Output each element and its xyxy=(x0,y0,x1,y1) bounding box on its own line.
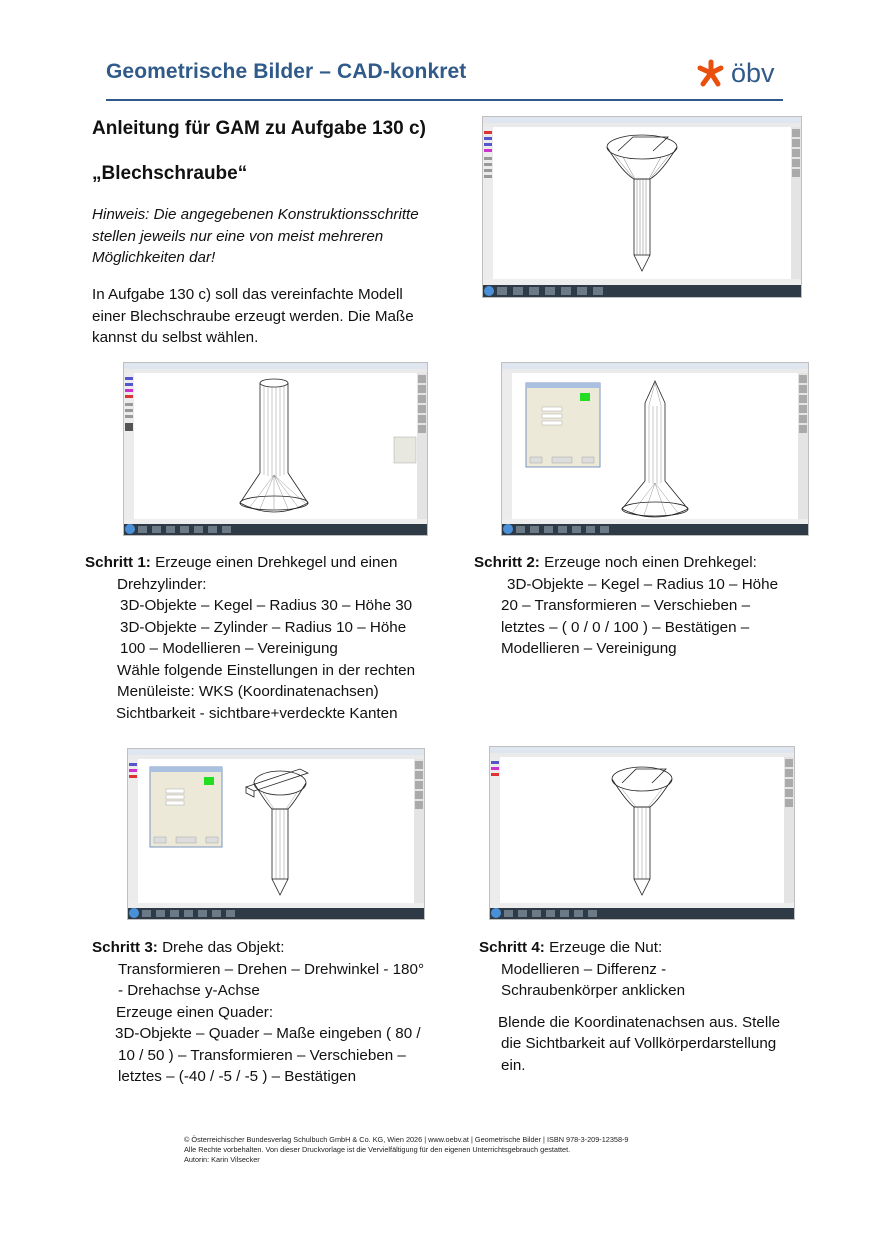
step-1-line: Schritt 1: Erzeuge einen Drehkegel und einen xyxy=(85,554,398,571)
hint-line: Hinweis: Die angegebenen Konstruktionsschritte xyxy=(92,206,419,223)
footer-line: Alle Rechte vorbehalten. Von dieser Druckvorlage ist die Vervielfältigung für den eigenen Unterrichtsgebrauch gestattet. xyxy=(184,1145,571,1154)
step-4-line: Modellieren – Differenz - xyxy=(501,960,667,978)
page-subtitle: „Blechschraube“ xyxy=(92,163,248,184)
header-divider xyxy=(106,99,783,101)
oebv-star-logo-icon xyxy=(696,58,726,88)
screenshot-step3 xyxy=(127,748,425,920)
step-2-line: 20 – Transformieren – Verschieben – xyxy=(501,597,751,614)
step-4 xyxy=(479,937,839,1076)
page-title: Anleitung für GAM zu Aufgabe 130 c) xyxy=(92,118,426,139)
step-1-label: Schritt 1: xyxy=(85,554,151,571)
step-1-line: Drehzylinder: xyxy=(117,575,207,593)
footer-line: © Österreichischer Bundesverlag Schulbuch GmbH & Co. KG, Wien 2026 | www.oebv.at | Geometrische Bilder | ISBN 978-3-209-12358-9 xyxy=(184,1135,629,1144)
step-3-line: Schritt 3: Drehe das Objekt: xyxy=(92,939,285,956)
hint-line: stellen jeweils nur eine von meist mehreren xyxy=(92,227,384,245)
intro-line: kannst du selbst wählen. xyxy=(92,329,259,346)
step-4-line: Schritt 4: Erzeuge die Nut: xyxy=(479,939,663,956)
screenshot-step1 xyxy=(123,362,428,536)
step-4-label: Schritt 4: xyxy=(479,939,545,956)
step-1 xyxy=(85,552,465,724)
step-2-line: letztes – ( 0 / 0 / 100 ) – Bestätigen – xyxy=(501,618,750,636)
step-1-line: 100 – Modellieren – Vereinigung xyxy=(120,640,338,657)
step-3-line: Transformieren – Drehen – Drehwinkel - 180° xyxy=(118,960,425,978)
intro-line: In Aufgabe 130 c) soll das vereinfachte Modell xyxy=(92,286,403,303)
screenshot-step2 xyxy=(501,362,809,536)
intro-line: einer Blechschraube erzeugt werden. Die Maße xyxy=(92,307,414,325)
header-title: Geometrische Bilder – CAD-konkret xyxy=(106,60,467,83)
step-2-label: Schritt 2: xyxy=(474,554,540,571)
step-1-line: Sichtbarkeit - sichtbare+verdeckte Kanten xyxy=(116,704,398,722)
screenshot-final-screw xyxy=(482,116,802,298)
logo-text: öbv xyxy=(731,58,775,88)
step-4-line: Schraubenkörper anklicken xyxy=(501,982,686,999)
footer xyxy=(184,1135,629,1165)
step-1-line: 3D-Objekte – Zylinder – Radius 10 – Höhe xyxy=(120,618,407,636)
step-3-line: Erzeuge einen Quader: xyxy=(116,1003,274,1021)
hint-paragraph xyxy=(92,204,462,269)
step-3-line: letztes – (-40 / -5 / -5 ) – Bestätigen xyxy=(118,1068,357,1085)
step-3-line: - Drehachse y-Achse xyxy=(118,982,260,999)
step-1-line: 3D-Objekte – Kegel – Radius 30 – Höhe 30 xyxy=(120,597,413,614)
hint-line: Möglichkeiten dar! xyxy=(92,249,216,266)
step-1-line: Menüleiste: WKS (Koordinatenachsen) xyxy=(117,683,379,700)
screenshot-step4 xyxy=(489,746,795,920)
step-1-line: Wähle folgende Einstellungen in der rechten xyxy=(117,661,416,679)
step-3-label: Schritt 3: xyxy=(92,939,158,956)
step-3-line: 3D-Objekte – Quader – Maße eingeben ( 80 / xyxy=(115,1025,421,1042)
step-2 xyxy=(474,552,834,660)
step-3 xyxy=(92,937,462,1088)
step-4-line: ein. xyxy=(501,1056,526,1074)
step-3-line: 10 / 50 ) – Transformieren – Verschieben – xyxy=(118,1046,406,1064)
step-2-line: Schritt 2: Erzeuge noch einen Drehkegel: xyxy=(474,554,757,571)
step-2-line: Modellieren – Vereinigung xyxy=(501,640,677,657)
intro-paragraph xyxy=(92,284,462,349)
step-4-line: Blende die Koordinatenachsen aus. Stelle xyxy=(498,1013,781,1031)
step-4-line: die Sichtbarkeit auf Vollkörperdarstellung xyxy=(501,1035,777,1052)
step-2-line: 3D-Objekte – Kegel – Radius 10 – Höhe xyxy=(507,575,779,593)
footer-line: Autorin: Karin Vilsecker xyxy=(184,1155,260,1164)
